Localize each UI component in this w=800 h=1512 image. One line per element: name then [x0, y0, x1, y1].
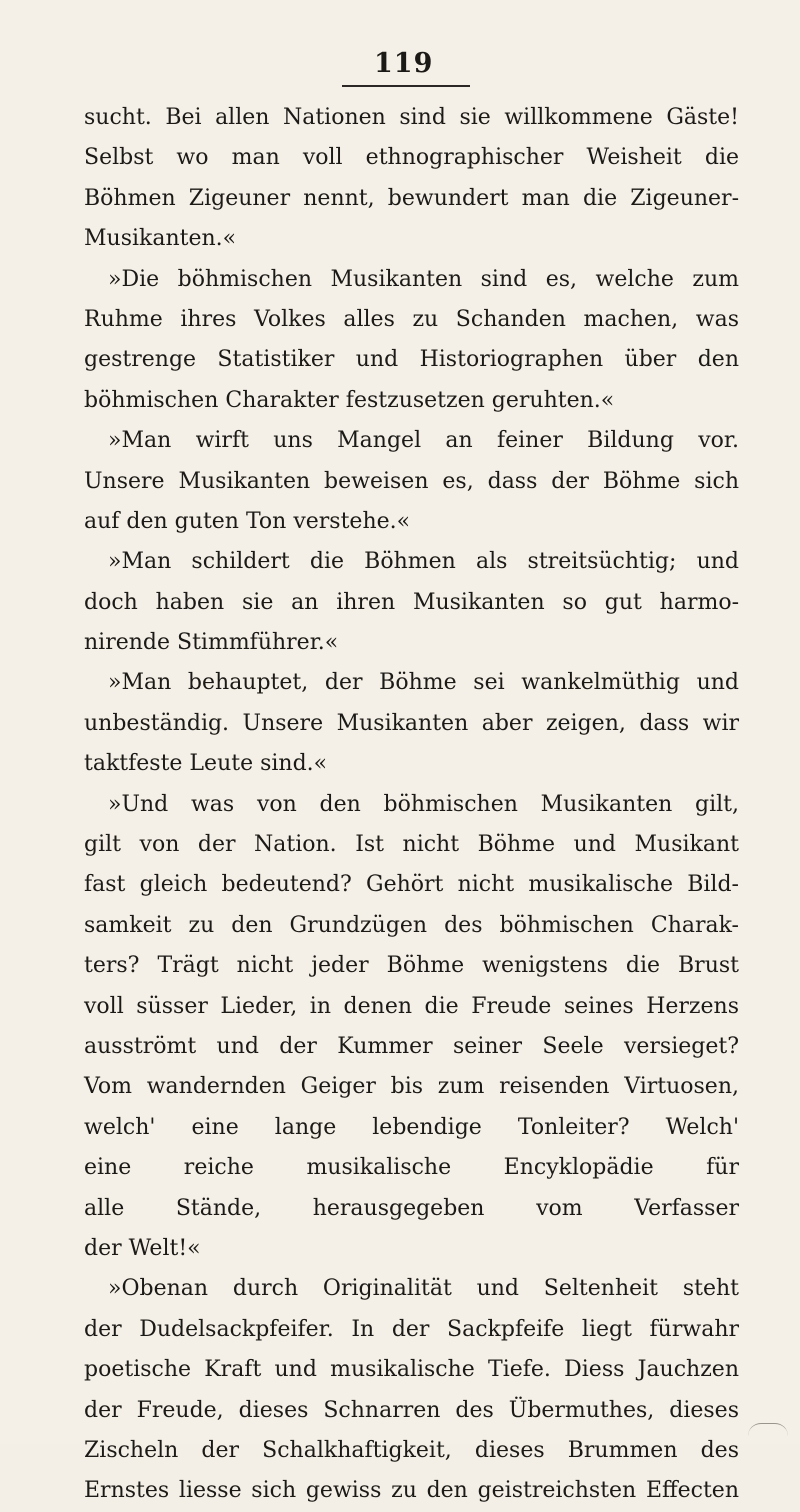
- text-line: »Die böhmischen Musikanten sind es, welche zum: [108, 266, 739, 292]
- text-line: Böhmen Zigeuner nennt, bewundert man die Zigeuner-: [84, 185, 739, 211]
- text-line: Ruhme ihres Volkes alles zu Schanden machen, was: [84, 306, 739, 332]
- text-line: gilt von der Nation. Ist nicht Böhme und Musikant: [84, 832, 739, 858]
- text-line: ausströmt und der Kummer seiner Seele versieget?: [84, 1033, 739, 1059]
- header-rule: [342, 85, 470, 87]
- text-line: der Freude, dieses Schnarren des Übermuthes, dieses: [84, 1397, 739, 1423]
- text-line: eine reiche musikalische Encyklopädie für: [84, 1155, 739, 1181]
- text-line: Zischeln der Schalkhaftigkeit, dieses Brummen des: [84, 1437, 739, 1463]
- text-line: Selbst wo man voll ethnographischer Weisheit die: [84, 145, 739, 171]
- text-line: Musikanten.«: [84, 226, 237, 252]
- text-line: samkeit zu den Grundzügen des böhmischen Charak-: [84, 912, 739, 938]
- text-line: »Und was von den böhmischen Musikanten gilt,: [108, 791, 739, 817]
- text-line: Unsere Musikanten beweisen es, dass der Böhme sich: [84, 468, 739, 494]
- text-line: unbeständig. Unsere Musikanten aber zeigen, dass wir: [84, 710, 739, 736]
- text-line: welch' eine lange lebendige Tonleiter? Welch': [84, 1114, 739, 1140]
- text-line: alle Stände, herausgegeben vom Verfasser: [84, 1195, 739, 1221]
- text-line: fast gleich bedeutend? Gehört nicht musikalische Bild-: [84, 872, 739, 898]
- text-line: auf den guten Ton verstehe.«: [84, 508, 411, 534]
- text-line: poetische Kraft und musikalische Tiefe. Diess Jauchzen: [84, 1357, 739, 1383]
- text-line: Ernstes liesse sich gewiss zu den geistreichsten Effecten: [84, 1478, 739, 1504]
- text-line: ters? Trägt nicht jeder Böhme wenigstens die Brust: [84, 953, 739, 979]
- page-number: 119: [374, 48, 434, 79]
- text-line: doch haben sie an ihren Musikanten so gut harmo-: [84, 589, 739, 615]
- text-line: taktfeste Leute sind.«: [84, 751, 328, 777]
- text-line: »Man behauptet, der Böhme sei wankelmüthig und: [108, 670, 739, 696]
- page-text: [84, 98, 739, 1512]
- text-line: der Welt!«: [84, 1235, 201, 1261]
- text-line: sucht. Bei allen Nationen sind sie willkommene Gäste!: [84, 105, 739, 130]
- text-line: »Obenan durch Originalität und Seltenheit steht: [108, 1276, 739, 1302]
- text-line: gestrenge Statistiker und Historiographen über den: [84, 347, 739, 373]
- text-line: der Dudelsackpfeifer. In der Sackpfeife liegt fürwahr: [84, 1316, 739, 1342]
- margin-mark: [748, 1423, 788, 1436]
- text-line: Vom wandernden Geiger bis zum reisenden Virtuosen,: [84, 1074, 739, 1100]
- text-line: »Man wirft uns Mangel an feiner Bildung vor.: [108, 428, 739, 454]
- text-line: nirende Stimmführer.«: [84, 630, 339, 656]
- text-line: voll süsser Lieder, in denen die Freude seines Herzens: [84, 993, 739, 1019]
- text-line: böhmischen Charakter festzusetzen geruhten.«: [84, 387, 615, 413]
- text-line: »Man schildert die Böhmen als streitsüchtig; und: [108, 549, 739, 575]
